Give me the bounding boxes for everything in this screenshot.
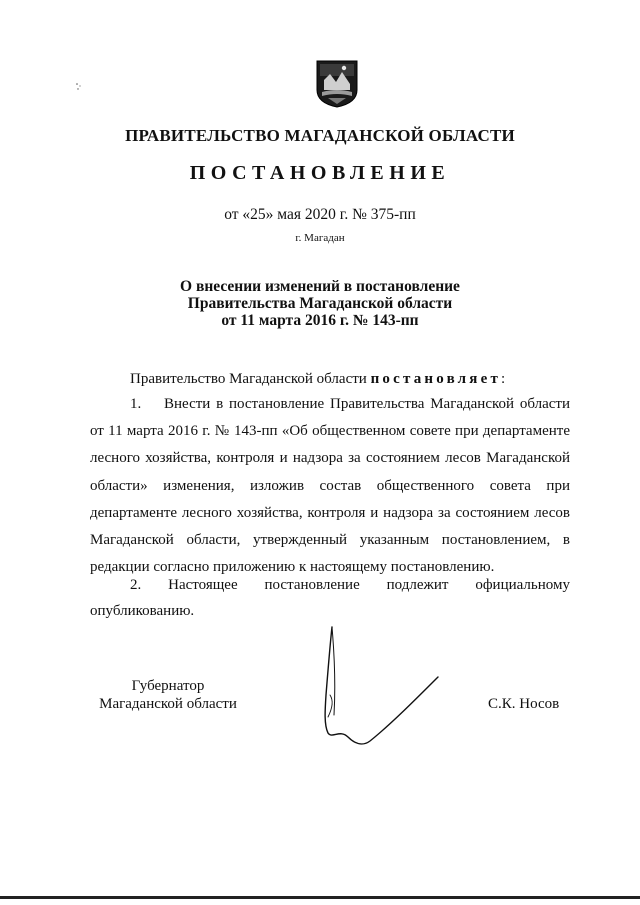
signatory-title-line-2: Магаданской области xyxy=(99,696,237,712)
page-bottom-rule xyxy=(0,896,640,899)
scan-speck xyxy=(75,82,83,92)
intro-colon: : xyxy=(501,371,506,387)
paragraph-1-text: Внести в постановление Правительства Магаданской области от 11 марта 2016 г. № 143-пп «Об общественном совете при департаменте лесного хозяйства, контроля и надзора за состоянием лесов Магаданской области» изменения, изложив состав общественного совета при департаменте лесного хозяйства, контроля и надзора за состоянием лесов Магаданской области, утвержденный указанным постановлением, в редакции согласно приложению к настоящему постановлению. xyxy=(90,396,570,576)
paragraph-2-line-2: опубликованию. xyxy=(90,603,195,619)
paragraph-2-line-1: 2. Настоящее постановление подлежит официальному xyxy=(130,577,570,593)
paragraph-1 xyxy=(90,391,570,581)
intro-text: Правительство Магаданской области xyxy=(130,371,371,387)
signatory-title xyxy=(88,677,248,713)
handwritten-signature xyxy=(310,625,450,755)
subject-line-1: О внесении изменений в постановление xyxy=(180,278,460,295)
document-date-number: от «25» мая 2020 г. № 375-пп xyxy=(224,206,416,223)
document-subject xyxy=(0,278,640,329)
intro-decree-word: постановляет xyxy=(370,371,502,387)
signatory-title-line-1: Губернатор xyxy=(131,678,205,694)
document-type-title: ПОСТАНОВЛЕНИЕ xyxy=(189,162,451,184)
city-name: г. Магадан xyxy=(295,232,345,244)
paragraph-1-number: 1. xyxy=(130,396,142,412)
subject-line-2: Правительства Магаданской области xyxy=(187,295,453,312)
coat-of-arms-icon xyxy=(316,60,358,108)
paragraph-2 xyxy=(90,572,570,624)
intro-paragraph xyxy=(90,366,570,393)
government-name: ПРАВИТЕЛЬСТВО МАГАДАНСКОЙ ОБЛАСТИ xyxy=(125,126,515,145)
subject-line-3: от 11 марта 2016 г. № 143-пп xyxy=(221,312,419,329)
signatory-name: С.К. Носов xyxy=(488,696,560,712)
